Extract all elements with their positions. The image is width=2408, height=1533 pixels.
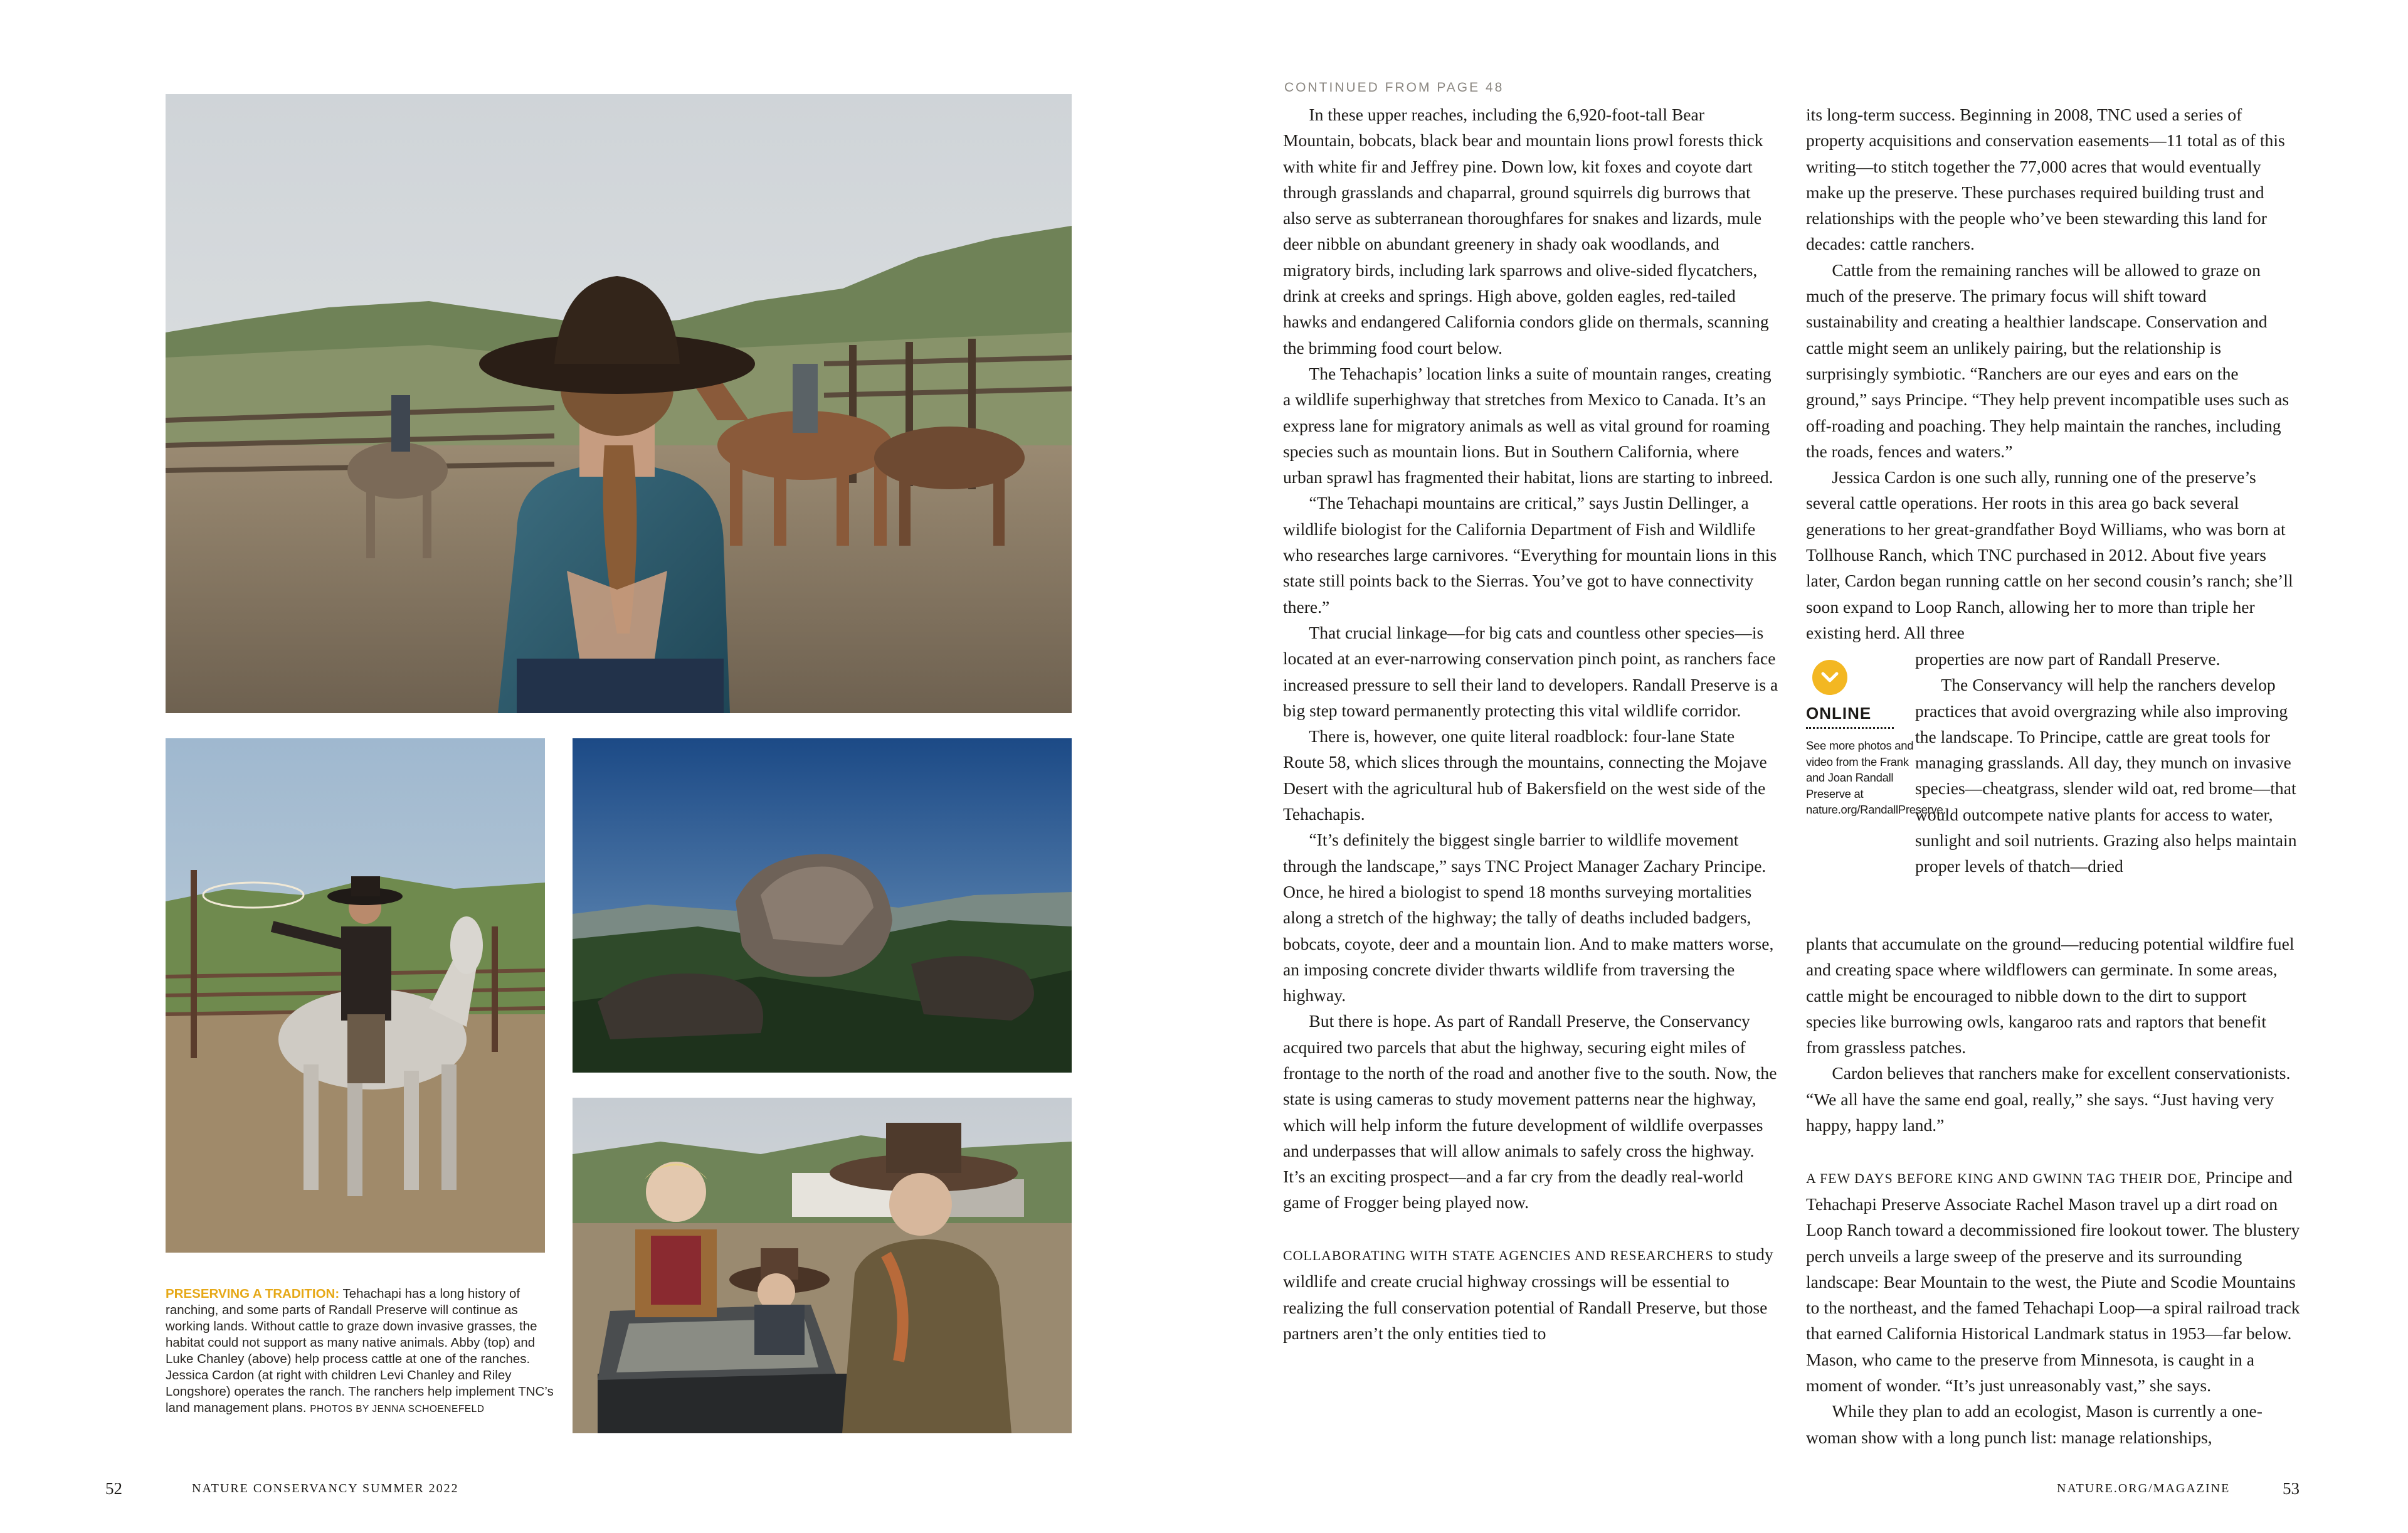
online-heading: ONLINE [1806, 704, 1872, 723]
running-footer-right: NATURE.ORG/MAGAZINE [2057, 1482, 2231, 1495]
article-column-2-bottom [1806, 931, 2300, 1450]
continued-from-label: CONTINUED FROM PAGE 48 [1284, 80, 1504, 95]
page-number-left: 52 [105, 1479, 122, 1498]
body-paragraph: Jessica Cardon is one such ally, running one of the preserve’s several cattle operations. Her roots in this area go back several generations to her great-grandfather Boyd Williams, who was born at Tollhouse Ranch, which TNC purchased in 2012. About five years later, Cardon began running cattle on her second cousin’s ranch; she’ll soon expand to Loop Ranch, allowing her to more than triple her existing herd. All three [1806, 467, 2293, 642]
section-paragraph [1283, 1241, 1778, 1346]
body-paragraph: “It’s definitely the biggest single barrier to wildlife movement through the landscape,” says TNC Project Manager Zachary Principe. Once, he hired a biologist to spend 18 months surveying mortalities along a stretch of the highway; the tally of deaths included badgers, bobcats, coyote, deer and a mountain lion. And to make matters worse, an imposing concrete divider thwarts wildlife from traversing the highway. [1283, 830, 1774, 1005]
photo-credit: PHOTOS BY JENNA SCHOENEFELD [310, 1404, 485, 1414]
section-body: to study wildlife and create crucial highway crossings will be essential to realizing the full conservation potential of Randall Preserve, but those partners aren’t the only entities tied to [1283, 1244, 1773, 1343]
photo-cardon-with-children-image [573, 1098, 1072, 1433]
online-divider [1806, 727, 1894, 729]
running-footer-left: NATURE CONSERVANCY SUMMER 2022 [192, 1482, 459, 1495]
section-body: Principe and Tehachapi Preserve Associate Rachel Mason travel up a dirt road on Loop Ranch toward a decommissioned fire lookout tower. The blustery perch unveils a large sweep of the preserve and its surrounding landscape: Bear Mountain to the west, the Piute and Scodie Mountains to the northeast, and the famed Tehachapi Loop—a spiral railroad track that earned California Historical Landmark status in 1953—far below. Mason, who came to the preserve from Minnesota, is caught in a moment of wonder. “It’s just unreasonably vast,” she says. [1806, 1167, 2300, 1396]
body-paragraph: plants that accumulate on the ground—reducing potential wildfire fuel and creating space where wildflowers can germinate. In some areas, cattle might be encouraged to nibble down to the dirt to support species like burrowing owls, kangaroo rats and raptors that benefit from grassless patches. [1806, 934, 2294, 1058]
body-paragraph: There is, however, one quite literal roadblock: four-lane State Route 58, which slices through the mountains, connecting the Mojave Desert with the agricultural hub of Bakersfield on the west side of the Tehachapis. [1283, 726, 1767, 824]
online-sidebar [1806, 660, 1946, 818]
body-paragraph: Cattle from the remaining ranches will be allowed to graze on much of the preserve. The primary focus will shift toward sustainability and creating a healthier landscape. Conservation and cattle might seem an unlikely pairing, but the relationship is surprisingly symbiotic. “Ranchers are our eyes and ears on the ground,” says Principe. “They help prevent incompatible uses such as off-roading and poaching. They help maintain the ranches, including the roads, fences and waters.” [1806, 260, 2289, 461]
photo-luke-chanley-lasso-image [166, 738, 545, 1253]
article-column-1 [1283, 102, 1778, 1346]
photo-boulder-landscape-image [573, 738, 1072, 1073]
photo-luke-chanley-lasso [166, 738, 545, 1253]
section-lead-in: COLLABORATING WITH STATE AGENCIES AND RESEARCHERS [1283, 1248, 1714, 1264]
chevron-down-icon-glyph [1820, 671, 1839, 684]
photo-abby-chanley-corral-image [166, 94, 1072, 713]
section-paragraph [1806, 1164, 2300, 1399]
body-paragraph: its long-term success. Beginning in 2008, TNC used a series of property acquisitions and conservation easements—11 total as of this writing—to stitch together the 77,000 acres that would eventually make up the preserve. These purchases required building trust and relationships with the people who’ve been stewarding this land for decades: cattle ranchers. [1806, 105, 2285, 254]
photo-caption [166, 1286, 554, 1418]
photo-abby-chanley-corral [166, 94, 1072, 713]
body-paragraph: The Tehachapis’ location links a suite of mountain ranges, creating a wildlife superhighway that stretches from Mexico to Canada. It’s an express lane for migratory animals as well as vital ground for roaming species such as mountain lions. But in Southern California, where urban sprawl has fragmented their habitat, lions are starting to inbreed. [1283, 363, 1773, 487]
body-paragraph: “The Tehachapi mountains are critical,” says Justin Dellinger, a wildlife biologist for the California Department of Fish and Wildlife who researches large carnivores. “Everything for mountain lions in this state still points back to the Sierras. You’ve got to have connectivity there.” [1283, 493, 1777, 617]
photo-cardon-with-children [573, 1098, 1072, 1433]
caption-lead: PRESERVING A TRADITION: [166, 1286, 340, 1301]
chevron-down-icon [1812, 660, 1847, 695]
body-paragraph: But there is hope. As part of Randall Preserve, the Conservancy acquired two parcels that abut the highway, securing eight miles of frontage to the north of the road and another five to the south. Now, the state is using cameras to study movement patterns near the highway, which will help inform the future development of wildlife overpasses and underpasses that will allow animals to safely cross the highway. It’s an exciting prospect—and a far cry from the deadly real-world game of Frogger being played now. [1283, 1011, 1777, 1212]
page-number-right: 53 [2283, 1479, 2300, 1498]
photo-boulder-landscape [573, 738, 1072, 1073]
body-paragraph: That crucial linkage—for big cats and countless other species—is located at an ever-narrowing conservation pinch point, as ranchers face increased pressure to sell their land to developers. Randall Preserve is a big step toward permanently protecting this vital wildlife corridor. [1283, 622, 1778, 720]
body-paragraph: properties are now part of Randall Preserve. [1915, 649, 2221, 669]
article-column-2-inset [1915, 646, 2300, 879]
body-paragraph: Cardon believes that ranchers make for excellent conservationists. “We all have the same end goal, really,” she says. “Just having very happy, happy land.” [1806, 1063, 2291, 1135]
body-paragraph: In these upper reaches, including the 6,920-foot-tall Bear Mountain, bobcats, black bear and mountain lions prowl forests thick with white fir and Jeffrey pine. Down low, kit foxes and coyote dart through grasslands and chaparral, ground squirrels dig burrows that also serve as subterranean thoroughfares for snakes and lizards, mule deer nibble on abundant greenery in shady oak woodlands, and migratory birds, including lark sparrows and olive-sided flycatchers, drink at creeks and springs. High above, golden eagles, red-tailed hawks and endangered California condors glide on thermals, scanning the brimming food court below. [1283, 105, 1769, 358]
body-paragraph: The Conservancy will help the ranchers develop practices that avoid overgrazing while also improving the landscape. To Principe, cattle are great tools for managing grasslands. All day, they munch on invasive species—cheatgrass, slender wild oat, red brome—that would outcompete native plants for access to water, sunlight and soil nutrients. Grazing also helps maintain proper levels of thatch—dried [1915, 675, 2297, 876]
article-column-2-top [1806, 102, 2300, 645]
online-link-text: See more photos and video from the Frank and Joan Randall Preserve at nature.org/RandallPreserve. [1806, 739, 1946, 816]
body-paragraph: While they plan to add an ecologist, Mason is currently a one-woman show with a long punch list: manage relationships, [1806, 1401, 2263, 1447]
section-lead-in: A FEW DAYS BEFORE KING AND GWINN TAG THEIR DOE, [1806, 1170, 2202, 1186]
caption-body: Tehachapi has a long history of ranching, and some parts of Randall Preserve will continue as working lands. Without cattle to graze down invasive grasses, the habitat could not support as many native animals. Abby (top) and Luke Chanley (above) help process cattle at one of the ranches. Jessica Cardon (at right with children Levi Chanley and Riley Longshore) operates the ranch. The ranchers help implement TNC’s land management plans. [166, 1286, 554, 1415]
